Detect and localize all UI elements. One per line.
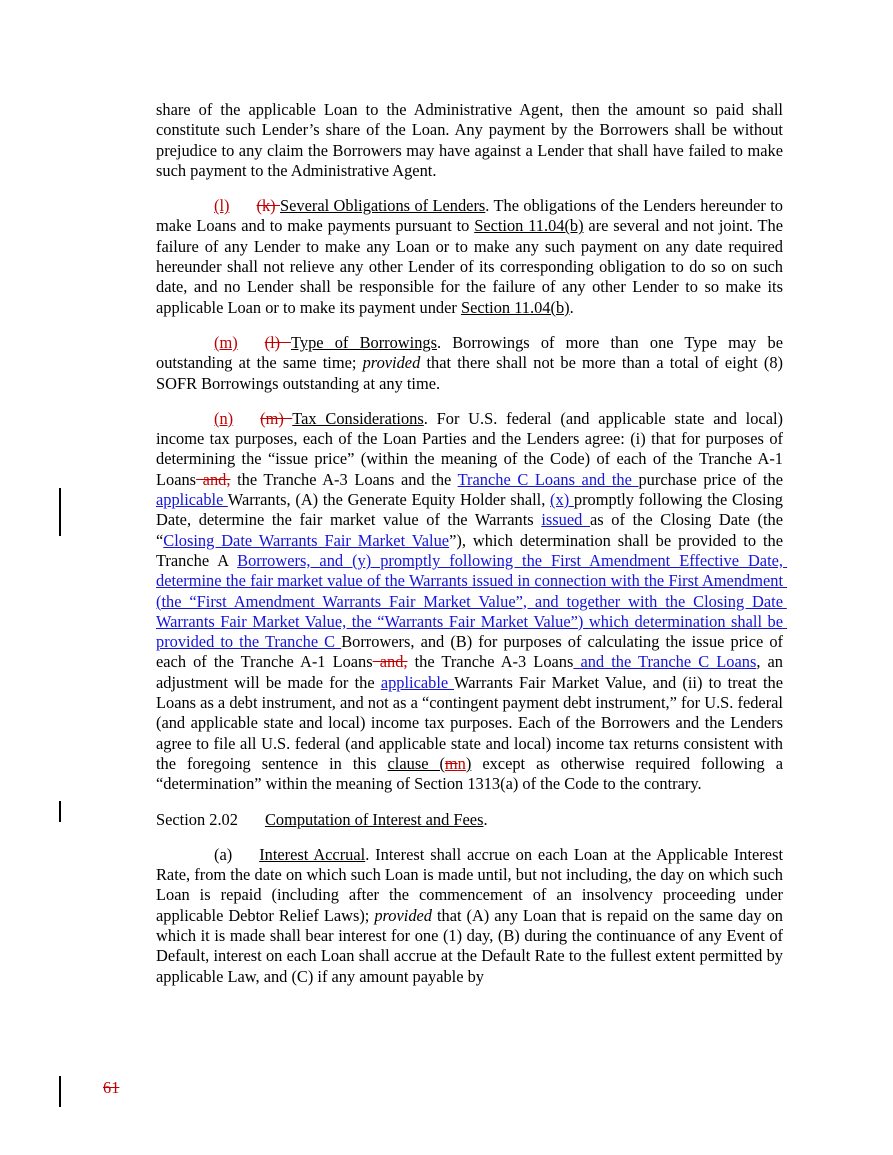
- text-run-del-red: and,: [372, 652, 408, 672]
- text-run-ins-blue: applicable: [380, 672, 455, 692]
- text-run-normal: Warrants Fair Market Value, and (ii) to treat the Loans as a debt instrument, and not as a “contingent payment debt instrument,” for U.S. federal (and applicable state and local) income tax purposes. Each of the Borrowers and the Lenders agree to file all U.S. federal (and applicable state and local) income tax returns consistent with the foregoing sentence in this: [156, 672, 788, 773]
- text-run-del-red: (k): [256, 196, 280, 216]
- text-run-ins-blue: applicable: [156, 490, 228, 510]
- text-run-i: provided: [374, 905, 432, 925]
- text-run-u: Tax Considerations: [292, 408, 424, 428]
- text-run-u: Computation of Interest and Fees: [264, 809, 484, 829]
- text-run-del-red: and,: [196, 469, 231, 489]
- text-run-normal: purchase price of the: [638, 469, 788, 489]
- text-run-normal: except as otherwise required following a “determination” within the meaning of Section 1313(a) of the Code to the contrary.: [156, 753, 788, 794]
- text-run-u: ): [465, 753, 472, 773]
- text-run-normal: are several and not joint. The failure of any Lender to make any Loan or to make any such payment on any date required hereunder shall not relieve any other Lender of its corresponding obligation to do so on such date, and no Lender shall be responsible for the failure of any other Lender to so make its applicable Loan or to make its payment under: [156, 216, 788, 317]
- text-run-normal: ”), which determination shall be provided to the Tranche A: [156, 530, 787, 570]
- text-run-del-red-u: m: [444, 753, 458, 773]
- text-run-normal: share of the applicable Loan to the Administrative Agent, then the amount so paid shall constitute such Lender’s share of the Loan. Any payment by the Borrowers shall be without prejudice to any claim the Borrowers may have against a Lender that shall have failed to make such payment to the Administrative Agent.: [156, 100, 788, 180]
- paragraph-tax-considerations: [156, 408, 788, 795]
- text-run-normal: Warrants, (A) the Generate Equity Holder shall,: [227, 490, 551, 510]
- page-number: 61: [103, 1078, 120, 1097]
- text-run-ins-red: (m): [214, 332, 238, 352]
- text-run-u: Several Obligations of Lenders: [280, 196, 486, 216]
- text-run-ins-blue: and the Tranche C Loans: [573, 652, 757, 672]
- tab-space: [229, 196, 256, 216]
- tab-space: [232, 845, 259, 865]
- text-run-normal: that there shall not be more than a total of eight (8) SOFR Borrowings outstanding at any time.: [156, 353, 788, 393]
- text-run-normal: , an adjustment will be made for the: [156, 652, 788, 692]
- text-run-del-red: (l): [264, 332, 292, 352]
- text-run-normal: Borrowers, and (B) for purposes of calculating the issue price of each of the Tranche A-1 Loans: [156, 632, 788, 672]
- document-body: [156, 100, 788, 1002]
- tab-space: [238, 333, 265, 353]
- text-run-i: provided: [362, 353, 421, 373]
- section-heading-2-02: [156, 810, 783, 830]
- text-run-ins-blue: Tranche C Loans and the: [457, 469, 639, 489]
- text-run-normal: . The obligations of the Lenders hereunder to make Loans and to make payments pursuant to: [156, 196, 788, 236]
- text-run-ins-red: n: [457, 753, 466, 773]
- tab-space: [238, 810, 265, 830]
- change-bar: [59, 801, 61, 822]
- text-run-ins-blue: (x): [550, 490, 574, 510]
- text-run-ins-blue: Closing Date Warrants Fair Market Value: [163, 530, 450, 550]
- text-run-normal: . Borrowings of more than one Type may be outstanding at the same time;: [156, 332, 788, 373]
- paragraph-continuation: [156, 100, 788, 181]
- text-run-u: Type of Borrowings: [291, 332, 437, 352]
- text-run-normal: . Interest shall accrue on each Loan at the Applicable Interest Rate, from the date on which such Loan is made until, but not including, the day on which such Loan is repaid (including after the commencement of an insolvency proceeding under applicable Debtor Relief Laws);: [156, 844, 788, 925]
- text-run-normal: the Tranche A-3 Loans and the: [230, 469, 458, 489]
- text-run-normal: the Tranche A-3 Loans: [407, 652, 574, 672]
- text-run-u: Section 11.04(b): [460, 297, 570, 317]
- text-run-ins-red: (n): [214, 408, 234, 428]
- text-run-ins-red: (l): [214, 196, 230, 216]
- text-run-normal: (a): [214, 844, 233, 864]
- text-run-normal: that (A) any Loan that is repaid on the same day on which it is made shall bear interest for one (1) day, (B) during the continuance of any Event of Default, interest on each Loan shall accrue at the Default Rate to the fullest extent permitted by applicable Law, and (C) if any amount payable by: [156, 905, 788, 986]
- text-run-ins-blue: Borrowers, and (y) promptly following the First Amendment Effective Date, determine the fair market value of the Warrants issued in connection with the First Amendment (the “First Amendment Warrants Fair Market Value”, and together with the Closing Date Warrants Fair Market Value, the “Warrants Fair Market Value”) which determination shall be provided to the Tranche C: [156, 550, 788, 652]
- text-run-normal: Section 2.02: [156, 809, 238, 829]
- tab-space: [233, 409, 260, 429]
- text-run-normal: promptly following the Closing Date, determine the fair market value of the Warrants: [156, 490, 788, 530]
- text-run-normal: as of the Closing Date (the “: [156, 510, 788, 550]
- paragraph-interest-accrual: [156, 844, 788, 987]
- paragraph-type-of-borrowings: [156, 332, 788, 394]
- text-run-ins-blue: issued: [541, 510, 590, 530]
- page-footer: [103, 1078, 119, 1098]
- change-bar: [59, 1076, 61, 1107]
- text-run-normal: .: [569, 297, 574, 317]
- text-run-del-red: (m): [260, 408, 293, 428]
- text-run-normal: .: [483, 809, 488, 829]
- text-run-u: Section 11.04(b): [474, 216, 584, 236]
- change-bar: [59, 488, 61, 536]
- text-run-u: Interest Accrual: [259, 844, 366, 864]
- paragraph-several-obligations: [156, 196, 788, 318]
- text-run-u: clause (: [387, 753, 445, 773]
- text-run-normal: . For U.S. federal (and applicable state and local) income tax purposes, each of the Loan Parties and the Lenders agree: (i) that for purposes of determining the “issue price” (within the meaning of the Code) of each of the Tranche A-1 Loans: [156, 408, 788, 489]
